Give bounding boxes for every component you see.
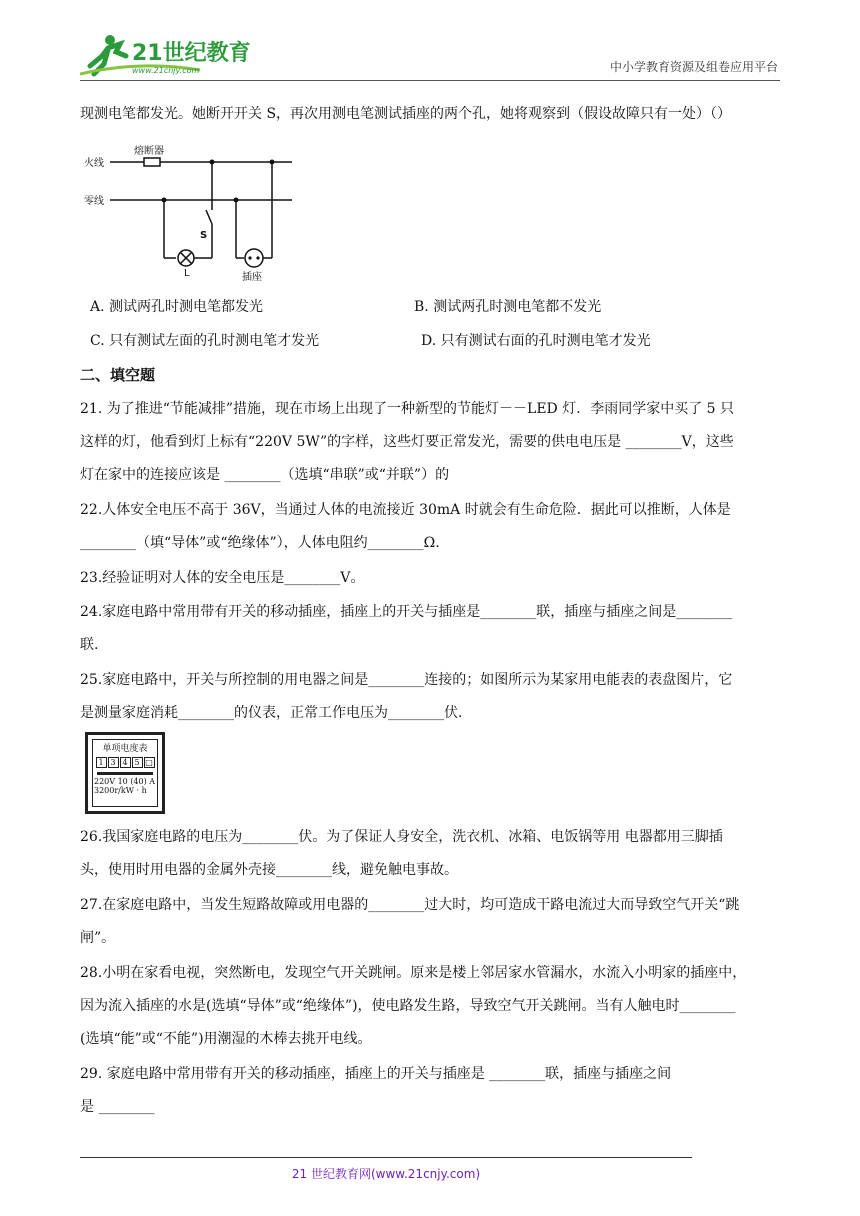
q28-line2: 因为流入插座的水是(选填“导体”或“绝缘体”)，使电路发生路，导致空气开关跳闸。当有人触电时________ [80, 998, 736, 1014]
q25-line2: 是测量家庭消耗________的仪表，正常工作电压为________伏. [80, 705, 463, 721]
meter-digits [93, 757, 157, 768]
logo-url: www.21cnjy.com [132, 66, 200, 75]
label-socket: 插座 [242, 272, 262, 283]
q29-line1: 29. 家庭电路中常用带有开关的移动插座，插座上的开关与插座是 ________联，插座与插座之间 [80, 1066, 672, 1082]
logo-text: 21世纪教育 [132, 41, 251, 66]
meter-title: 单项电度表 [102, 744, 148, 754]
footer-text: 21 世纪教育网(www.21cnjy.com) [291, 1167, 481, 1181]
option-c: C. 只有测试左面的孔时测电笔才发光 [90, 333, 320, 349]
meter-spec-constant: 3200r/kW · h [94, 786, 147, 795]
q23-line1: 23.经验证明对人体的安全电压是________V。 [80, 570, 365, 586]
q22-line2: ________（填“导体”或“绝缘体”），人体电阻约________Ω. [80, 535, 440, 551]
q26-line1: 26.我国家庭电路的电压为________伏。为了保证人身安全，洗衣机、冰箱、电饭锅等用 电器都用三脚插 [80, 829, 723, 845]
q20-text: 现测电笔都发光。她断开开关 S，再次用测电笔测试插座的两个孔，她将观察到（假设故障只有一处）（） [80, 106, 732, 122]
label-switch: S [200, 230, 208, 241]
label-neutral: 零线 [84, 196, 104, 207]
q27-line1: 27.在家庭电路中，当发生短路故障或用电器的________过大时，均可造成干路电流过大而导致空气开关“跳 [80, 897, 740, 913]
header-platform-text: 中小学教育资源及组卷应用平台 [609, 60, 778, 74]
option-b: B. 测试两孔时测电笔都不发光 [414, 299, 602, 315]
meter-digit: 1 [96, 757, 107, 768]
q27-line2: 闸”。 [80, 930, 116, 946]
meter-digit: 5 [132, 757, 143, 768]
meter-spec-rating: 220V 10 (40) A [94, 777, 156, 786]
meter-digit: □ [145, 758, 153, 767]
label-fuse: 熔断器 [134, 146, 164, 157]
circuit-diagram [84, 140, 300, 286]
q26-line2: 头，使用时用电器的金属外壳接________线，避免触电事故。 [80, 862, 458, 878]
q28-line1: 28.小明在家看电视，突然断电，发现空气开关跳闸。原来是楼上邻居家水管漏水，水流入小明家的插座中， [80, 965, 747, 981]
section-title: 二、填空题 [80, 366, 156, 384]
option-a: A. 测试两孔时测电笔都发光 [90, 299, 264, 315]
option-d: D. 只有测试右面的孔时测电笔才发光 [421, 333, 651, 349]
q25-line1: 25.家庭电路中，开关与所控制的用电器之间是________连接的；如图所示为某家用电能表的表盘图片，它 [80, 672, 733, 688]
q29-line2: 是 ________ [80, 1099, 155, 1115]
q24-line1: 24.家庭电路中常用带有开关的移动插座，插座上的开关与插座是________联，插座与插座之间是________ [80, 604, 733, 620]
meter-digit: 4 [120, 757, 131, 768]
energy-meter-figure [85, 732, 165, 814]
label-live: 火线 [84, 158, 104, 169]
q24-line2: 联. [80, 637, 99, 653]
q22-line1: 22.人体安全电压不高于 36V，当通过人体的电流接近 30mA 时就会有生命危险．据此可以推断，人体是 [80, 502, 731, 518]
label-lamp: L [184, 268, 190, 279]
meter-digit: 3 [108, 757, 119, 768]
q21-line2: 这样的灯，他看到灯上标有“220V 5W”的字样，这些灯要正常发光，需要的供电电压是 ________V，这些 [80, 434, 734, 450]
meter-bar [97, 772, 153, 775]
q28-line3: (选填“能”或“不能”)用潮湿的木棒去挑开电线。 [80, 1031, 372, 1047]
q21-line1: 21. 为了推进“节能减排”措施，现在市场上出现了一种新型的节能灯－－LED 灯．李雨同学家中买了 5 只 [80, 401, 735, 417]
footer-divider [80, 1157, 692, 1158]
header-divider [80, 80, 780, 81]
site-logo [80, 30, 280, 78]
q21-line3: 灯在家中的连接应该是 ________（选填“串联”或“并联”）的 [80, 467, 450, 483]
